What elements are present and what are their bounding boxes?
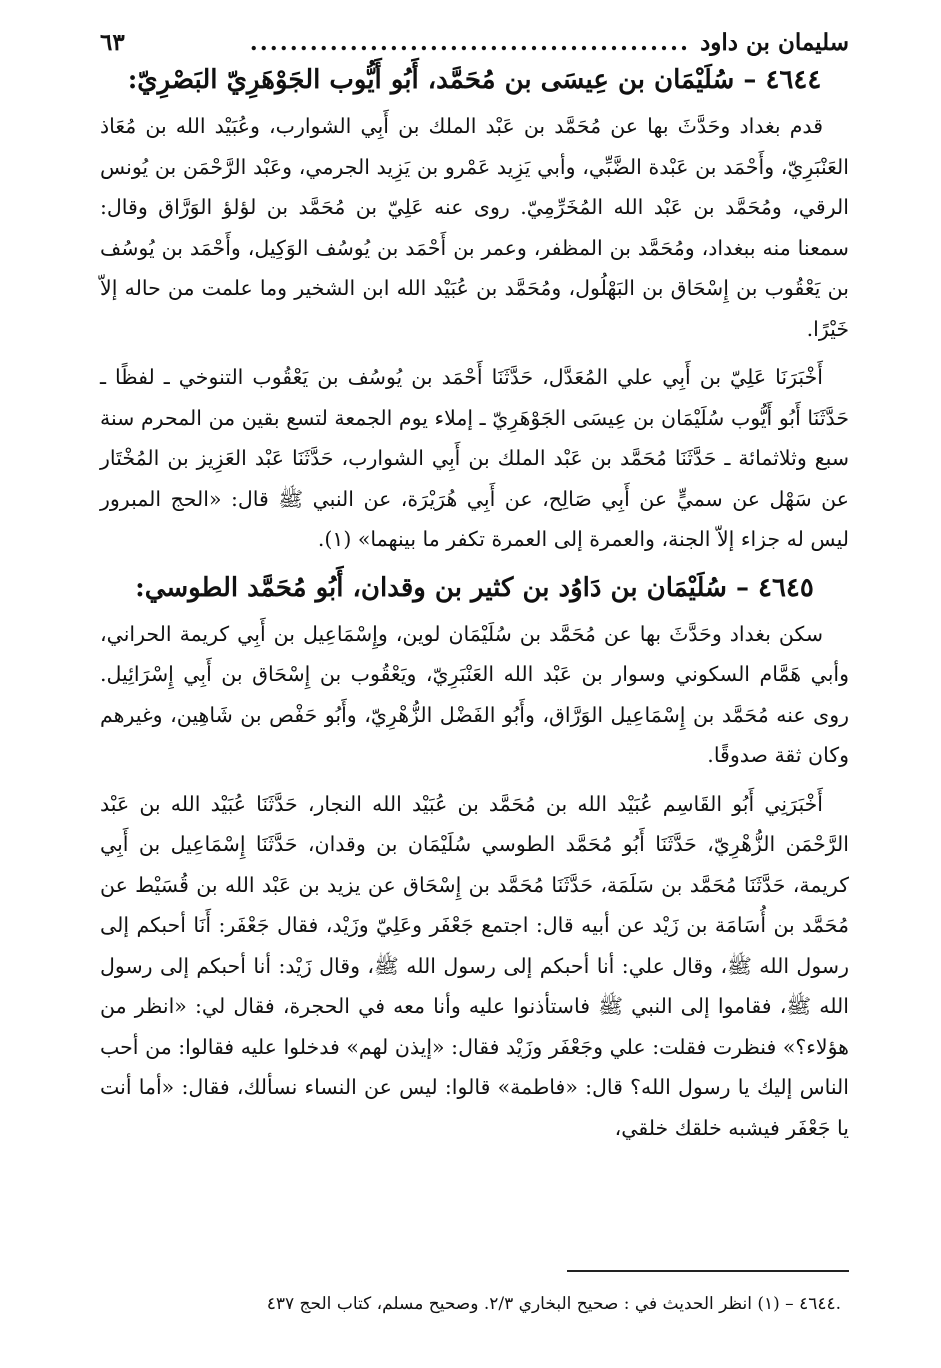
running-header [100,28,849,58]
footnote: ٤٦٤٤ – (١) انظر الحديث في : صحيح البخاري ٢/٣. وصحيح مسلم، كتاب الحج ٤٣٧. [266,1294,841,1314]
entry-body-4645 [100,614,849,776]
page-number: ٦٣ [100,29,125,56]
entry-paragraph: أَخْبَرَنِي أَبُو القَاسِم عُبَيْد الله بن مُحَمَّد بن عُبَيْد الله النجار، حَدَّثَنَا عُبَيْد الله بن عَبْد الرَّحْمَن الزُّهْرِيّ، حَدَّثَنَا أَبُو مُحَمَّد الطوسي سُلَيْمَان بن وقدان، حَدَّثَنَا إِسْمَاعِيل بن أَبِي كريمة، حَدَّثَنَا مُحَمَّد بن سَلَمَة، حَدَّثَنَا مُحَمَّد بن إِسْحَاق عن يزيد بن عَبْد الله بن قُسَيْط عن مُحَمَّد بن أُسَامَة بن زَيْد عن أبيه قال: اجتمع جَعْفَر وعَلِيّ وزَيْد، فقال جَعْفَر: أَنَا أحبكم إلى رسول الله ﷺ، وقال علي: أنا أحبكم إلى رسول الله ﷺ، وقال زَيْد: أنا أحبكم إلى رسول الله ﷺ، فقاموا إلى النبي ﷺ فاستأذنوا عليه وأنا معه في الحجرة، فقال لي: «انظر من هؤلاء؟» فنظرت فقلت: علي وجَعْفَر وزَيْد فقال: «إيذن لهم» فدخلوا عليه فقالوا: من أحب الناس إليك يا رسول الله؟ قال: «فاطمة» قالوا: ليس عن النساء نسألك، فقال: «أما أنت يا جَعْفَر فيشبه خلقك خلقي، [100,791,849,1140]
entry-paragraph: سكن بغداد وحَدَّثَ بها عن مُحَمَّد بن سُلَيْمَان لوين، وإِسْمَاعِيل بن أَبِي كريمة الحراني، وأبي هَمَّام السكوني وسوار بن عَبْد الله العَنْبَرِيّ، ويَعْقُوب بن إِسْحَاق بن أَبِي إِسْرَائِيل. روى عنه مُحَمَّد بن إِسْمَاعِيل الوَرَّاق، وأَبُو الفَضْل الزُّهْرِيّ، وأَبُو حَفْص بن شَاهِين، وغيرهم وكان ثقة صدوقًا. [100,621,849,767]
entry-body-4644 [100,106,849,349]
footnote-separator [567,1270,849,1272]
entry-hadith-4644 [100,357,849,560]
entry-paragraph: أَخْبَرَنَا عَلِيّ بن أَبِي علي المُعَدَّل، حَدَّثَنَا أَحْمَد بن يُوسُف بن يَعْقُوب التنوخي ـ لفظًا ـ حَدَّثَنَا أَبُو أَيُّوب سُلَيْمَان بن عِيسَى الجَوْهَرِيّ ـ إملاء يوم الجمعة لتسع بقين من المحرم سنة سبع وثلاثمائة ـ حَدَّثَنَا مُحَمَّد بن عَبْد الملك بن أَبِي الشوارب، حَدَّثَنَا عَبْد العَزِيز بن المُخْتَار عن سَهْل عن سميٍّ عن أَبِي صَالِح، عن أَبِي هُرَيْرَة، عن النبي ﷺ قال: «الحج المبرور ليس له جزاء إلاّ الجنة، والعمرة إلى العمرة تكفر ما بينهما» (١). [100,365,849,551]
entry-heading-4645: ٤٦٤٥ – سُلَيْمَان بن دَاوُد بن كثير بن وقدان، أَبُو مُحَمَّد الطوسي: [135,572,814,603]
entry-paragraph: قدم بغداد وحَدَّثَ بها عن مُحَمَّد بن عَبْد الملك بن أَبِي الشوارب، وعُبَيْد الله بن مُعَاذ العَنْبَرِيّ، وأَحْمَد بن عَبْدة الضَّبِّي، وأبي يَزِيد عَمْرو بن يَزِيد الجرمي، وعَبْد الرَّحْمَن بن يُونس الرقي، ومُحَمَّد بن عَبْد الله المُخَرِّمِيّ. روى عنه عَلِيّ بن مُحَمَّد بن لؤلؤ الوَرَّاق وقال: سمعنا منه ببغداد، ومُحَمَّد بن المظفر، وعمر بن أَحْمَد بن يُوسُف الوَكِيل، وأَحْمَد بن يُوسُف بن يَعْقُوب بن إِسْحَاق بن البَهْلُول، ومُحَمَّد بن عُبَيْد الله ابن الشخير وما علمت من حاله إلاّ خَيْرًا. [100,114,849,341]
entry-heading-4644: ٤٦٤٤ – سُلَيْمَان بن عِيسَى بن مُحَمَّد، أَبُو أَيُّوب الجَوْهَرِيّ البَصْرِيّ: [127,65,822,95]
entry-hadith-4645 [100,784,849,1149]
running-header-title: سليمان بن داود [700,29,849,56]
running-header-dots: ............................................ [249,29,691,56]
